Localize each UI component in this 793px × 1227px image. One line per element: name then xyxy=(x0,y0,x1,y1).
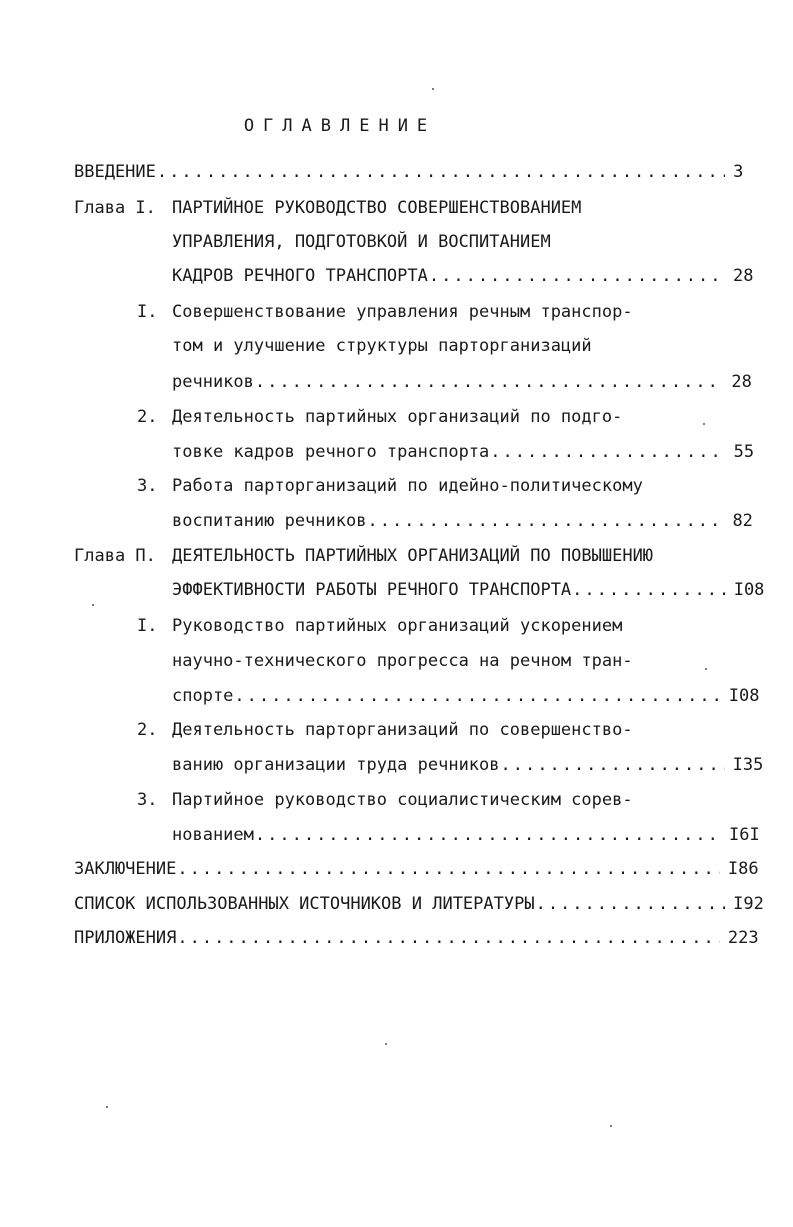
toc-entry-introduction xyxy=(74,160,744,184)
toc-page-number: I08 xyxy=(733,580,765,600)
toc-page-number: I08 xyxy=(728,686,760,706)
toc-page-number: I35 xyxy=(732,755,764,775)
section-2-1-prefix: I. xyxy=(137,616,158,636)
dot-leader xyxy=(255,370,723,394)
toc-title: ОГЛАВЛЕНИЕ xyxy=(243,116,437,136)
toc-entry-label: воспитанию речников xyxy=(172,511,367,531)
section-2-1-line-2: научно-технического прогресса на речном тран- xyxy=(172,651,633,671)
toc-page-number: 28 xyxy=(733,266,754,286)
section-1-1-line-3 xyxy=(172,370,752,394)
scan-speck xyxy=(610,1125,612,1127)
dot-leader xyxy=(490,440,725,464)
dot-leader xyxy=(501,753,725,777)
toc-page-number: I92 xyxy=(733,894,764,914)
dot-leader xyxy=(177,857,720,881)
toc-entry-label: КАДРОВ РЕЧНОГО ТРАНСПОРТА xyxy=(172,266,428,286)
chapter-2-prefix: Глава П. xyxy=(74,546,156,566)
toc-entry-appendices xyxy=(74,926,759,950)
chapter-2-title-line-1: ДЕЯТЕЛЬНОСТЬ ПАРТИЙНЫХ ОРГАНИЗАЦИЙ ПО ПОВЫШЕНИЮ xyxy=(172,546,654,566)
toc-entry-conclusion xyxy=(74,857,759,881)
toc-entry-label: ПРИЛОЖЕНИЯ xyxy=(74,928,177,948)
section-2-1-line-3 xyxy=(172,684,760,708)
toc-page-number: 28 xyxy=(731,372,752,392)
chapter-1-prefix: Глава I. xyxy=(74,198,156,218)
toc-entry-label: ванию организации труда речников xyxy=(172,755,500,775)
toc-entry-bibliography xyxy=(74,892,764,916)
dot-leader xyxy=(234,684,720,708)
section-1-3-prefix: 3. xyxy=(137,476,158,496)
section-1-2-line-1: Деятельность партийных организаций по подго- xyxy=(172,407,623,427)
dot-leader xyxy=(157,160,725,184)
toc-entry-label: ЭФФЕКТИВНОСТИ РАБОТЫ РЕЧНОГО ТРАНСПОРТА xyxy=(172,580,572,600)
section-1-3-line-1: Работа парторганизаций по идейно-политическому xyxy=(172,476,643,496)
dot-leader xyxy=(177,926,720,950)
section-1-2-prefix: 2. xyxy=(137,407,158,427)
section-1-1-prefix: I. xyxy=(137,302,158,322)
scan-speck xyxy=(92,604,94,606)
section-2-3-line-2 xyxy=(172,823,760,847)
chapter-1-title-line-3 xyxy=(172,264,754,288)
toc-page-number: 223 xyxy=(727,928,759,948)
dot-leader xyxy=(255,823,721,847)
toc-page-number: 82 xyxy=(732,511,753,531)
scan-speck xyxy=(385,1043,387,1045)
section-1-1-line-2: том и улучшение структуры парторганизаций xyxy=(172,336,592,356)
section-1-3-line-2 xyxy=(172,509,753,533)
toc-page-number: 3 xyxy=(733,162,744,182)
dot-leader xyxy=(572,578,726,602)
section-1-1-line-1: Совершенствование управления речным транспор- xyxy=(172,302,633,322)
chapter-2-title-line-2 xyxy=(172,578,765,602)
chapter-1-title-line-2: УПРАВЛЕНИЯ, ПОДГОТОВКОЙ И ВОСПИТАНИЕМ xyxy=(172,232,551,252)
dot-leader xyxy=(429,264,725,288)
section-2-2-line-1: Деятельность парторганизаций по совершенство- xyxy=(172,720,633,740)
scan-speck xyxy=(705,668,707,670)
section-2-2-line-2 xyxy=(172,753,764,777)
toc-entry-label: ВВЕДЕНИЕ xyxy=(74,162,156,182)
toc-entry-label: СПИСОК ИСПОЛЬЗОВАННЫХ ИСТОЧНИКОВ И ЛИТЕРАТУРЫ xyxy=(74,894,535,914)
toc-entry-label: ЗАКЛЮЧЕНИЕ xyxy=(74,859,177,879)
toc-page-number: I6I xyxy=(729,825,760,845)
scan-speck xyxy=(703,423,705,425)
toc-entry-label: речников xyxy=(172,372,254,392)
toc-page-number: 55 xyxy=(733,442,755,462)
scan-speck xyxy=(432,88,434,90)
section-2-3-line-1: Партийное руководство социалистическим сорев- xyxy=(172,790,633,810)
section-2-3-prefix: 3. xyxy=(137,790,158,810)
toc-page-number: I86 xyxy=(727,859,759,879)
dot-leader xyxy=(536,892,726,916)
scan-speck xyxy=(106,1106,108,1108)
section-2-2-prefix: 2. xyxy=(137,720,158,740)
toc-entry-label: нованием xyxy=(172,825,254,845)
section-2-1-line-1: Руководство партийных организаций ускорением xyxy=(172,616,623,636)
toc-entry-label: спорте xyxy=(172,686,234,706)
dot-leader xyxy=(367,509,724,533)
toc-entry-label: товке кадров речного транспорта xyxy=(172,442,490,462)
chapter-1-title-line-1: ПАРТИЙНОЕ РУКОВОДСТВО СОВЕРШЕНСТВОВАНИЕМ xyxy=(172,198,582,218)
section-1-2-line-2 xyxy=(172,440,755,464)
